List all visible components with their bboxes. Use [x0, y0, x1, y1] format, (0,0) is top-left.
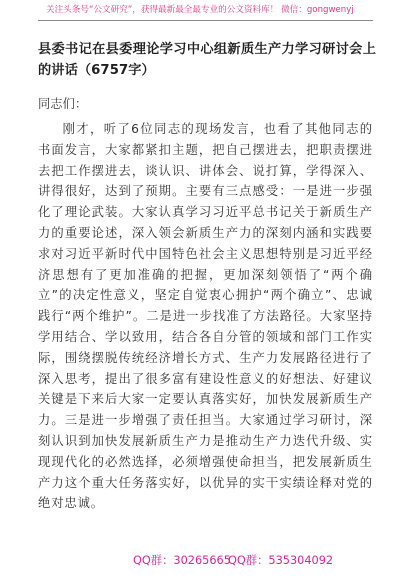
header-promo-banner: 关注头条号“公文研究”，获得最新最全最专业的公文资料库！ 微信：gongwenyj — [46, 5, 354, 15]
footer — [0, 553, 408, 569]
footer-qq-group-2: QQ群：535304092 — [228, 554, 334, 567]
document-title: 县委书记在县委理论学习中心组新质生产力学习研讨会上的讲话（6757字） — [38, 42, 376, 78]
footer-qq-group-1: QQ群：30265665 — [133, 554, 231, 567]
salutation: 同志们： — [38, 97, 88, 111]
header-divider — [38, 20, 373, 21]
body-paragraph: 刚才，听了6位同志的现场发言，也看了其他同志的书面发言，大家都紧扣主题，把自己摆进去，把职责摆进去把工作摆进去，谈认识、讲体会、说打算，学得深入、讲得很好，达到了预期。主要有三点感受：一是进一步强化了理论武装。大家认真学习习近平总书记关于新质生产力的重要论述，深入领会新质生产力的深刻内涵和实践要求对习近平新时代中国特色社会主义思想特别是习近平经济思想有了更加准确的把握，更加深刻领悟了“两个确立”的决定性意义，坚定自觉衷心拥护“两个确立”、忠诚践行“两个维护”。二是进一步找准了方法路径。大家坚持学用结合、学以致用，结合各自分管的领域和部门工作实际，围绕摆脱传统经济增长方式、生产力发展路径进行了深入思考，提出了很多富有建设性意义的好想法、好建议关键是下来后大家一定要认真落实好，加快发展新质生产力。三是进一步增强了责任担当。大家通过学习研讨，深刻认识到加快发展新质生产力是推动生产力迭代升级、实现现代化的必然选择，必须增强使命担当，把发展新质生产力这个重大任务落实好，以优异的实干实绩诠释对党的绝对忠诚。 — [38, 122, 373, 511]
